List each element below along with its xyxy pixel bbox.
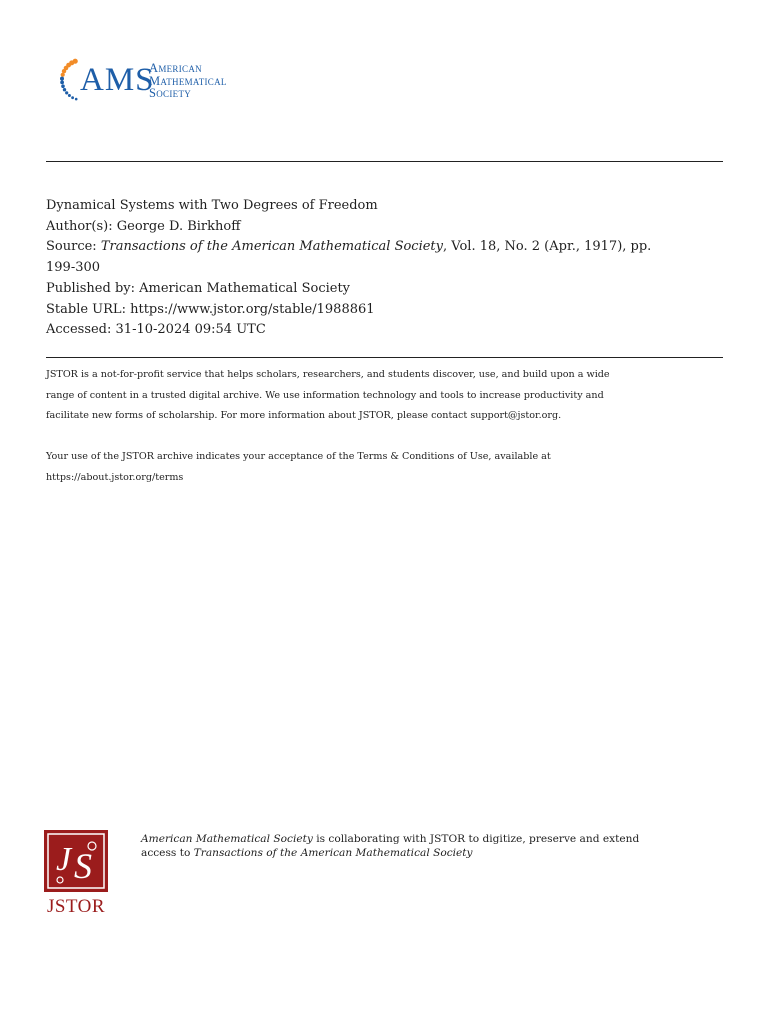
collab-line-1 <box>141 832 731 846</box>
middle-divider <box>46 357 723 358</box>
publisher-line <box>46 279 736 300</box>
ams-logo-dot <box>63 88 66 91</box>
ams-logo-name <box>149 62 227 100</box>
ams-logo-dot <box>71 96 74 99</box>
article-title: Dynamical Systems with Two Degrees of Freedom <box>46 198 378 213</box>
collab-text-1: is collaborating with JSTOR to digitize, preserve and extend <box>312 833 640 845</box>
collab-journal: Transactions of the American Mathematical Society <box>193 847 473 859</box>
ams-logo-dot <box>75 98 78 101</box>
ams-logo-dot <box>65 91 68 94</box>
source-label: Source: <box>46 239 97 255</box>
stable-url-label: Stable URL: <box>46 301 126 317</box>
ams-logo-letters: AMS <box>80 62 155 98</box>
accessed-line <box>46 320 736 341</box>
author-line <box>46 217 736 238</box>
stable-url-line <box>46 300 736 321</box>
source-pages: 199-300 <box>46 260 101 276</box>
publisher-name: American Mathematical Society <box>139 280 351 296</box>
ams-logo-dot <box>60 77 64 81</box>
jstor-wordmark: JSTOR <box>46 896 106 917</box>
svg-text:S: S <box>74 846 92 886</box>
terms-link[interactable]: https://about.jstor.org/terms <box>46 471 184 483</box>
notice-line: range of content in a trusted digital archive. We use information technology and tools to increase productivity and <box>46 389 604 401</box>
notice-line: facilitate new forms of scholarship. For more information about JSTOR, please contact support@jstor.org. <box>46 410 562 421</box>
ams-name-line-1: American <box>149 61 202 75</box>
accessed-date: 31-10-2024 09:54 UTC <box>115 322 266 338</box>
collaboration-statement <box>141 832 731 860</box>
published-label: Published by: <box>46 280 135 296</box>
ams-name-line-2: Mathematical <box>149 73 227 88</box>
author-label: Author(s): <box>46 218 113 234</box>
ams-logo-dot <box>61 73 65 77</box>
stable-url-link[interactable]: https://www.jstor.org/stable/1988861 <box>130 301 375 317</box>
ams-logo-dot <box>68 94 71 97</box>
author-name: George D. Birkhoff <box>116 218 241 234</box>
citation-block <box>46 196 736 341</box>
jstor-notice <box>46 365 736 427</box>
source-journal: Transactions of the American Mathematical Society <box>100 239 443 255</box>
ams-logo-dot <box>60 81 64 85</box>
source-line <box>46 237 736 258</box>
notice-line: Your use of the JSTOR archive indicates your acceptance of the Terms & Conditions of Use, available at <box>46 451 551 462</box>
top-divider <box>46 161 723 162</box>
collab-text-2: access to <box>141 847 194 859</box>
terms-notice <box>46 447 736 488</box>
notice-line: JSTOR is a not-for-profit service that helps scholars, researchers, and students discover, use, and build upon a wide <box>46 369 610 380</box>
ams-logo-dot <box>61 84 65 88</box>
collab-org: American Mathematical Society <box>141 833 313 845</box>
collab-line-2 <box>141 846 731 860</box>
ams-name-line-3: Society <box>149 86 192 100</box>
source-details: , Vol. 18, No. 2 (Apr., 1917), pp. <box>443 239 652 255</box>
svg-text:J: J <box>56 841 72 878</box>
accessed-label: Accessed: <box>46 322 112 338</box>
